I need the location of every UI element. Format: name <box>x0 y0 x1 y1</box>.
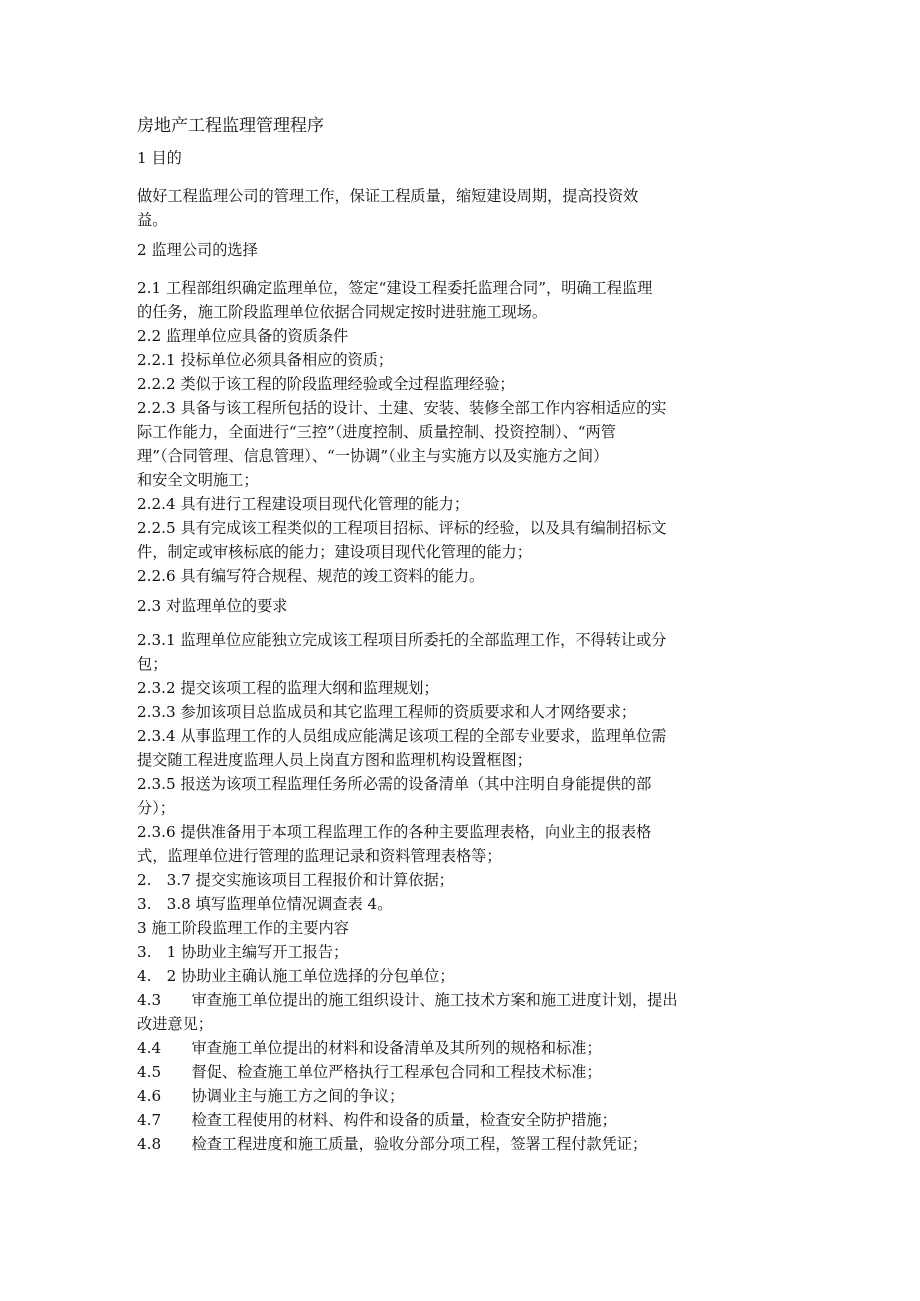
list-item: 2.3.6 提供准备用于本项工程监理工作的各种主要监理表格，向业主的报表格 <box>137 823 652 841</box>
paragraph-line: 做好工程监理公司的管理工作，保证工程质量，缩短建设周期，提高投资效 <box>137 187 639 205</box>
document-page <box>137 112 787 1156</box>
list-item: 3. 3.8 填写监理单位情况调查表 4。 <box>137 895 393 913</box>
list-item: 2.2.3 具备与该工程所包括的设计、土建、安装、装修全部工作内容相适应的实 <box>137 399 667 417</box>
list-item: 2.2.1 投标单位必须具备相应的资质； <box>137 351 394 369</box>
paragraph-line: 的任务，施工阶段监理单位依据合同规定按时进驻施工现场。 <box>137 303 548 321</box>
list-item: 提交随工程进度监理人员上岗直方图和监理机构设置框图； <box>137 751 532 769</box>
list-item: 4.5 督促、检查施工单位严格执行工程承包合同和工程技术标准； <box>137 1063 602 1081</box>
section-heading: 3 施工阶段监理工作的主要内容 <box>137 919 349 937</box>
list-item: 理”（合同管理、信息管理）、“一协调”（业主与实施方以及实施方之间） <box>137 447 609 465</box>
section-heading: 1 目的 <box>137 149 182 167</box>
list-item: 2.3.5 报送为该项工程监理任务所必需的设备清单（其中注明自身能提供的部 <box>137 775 652 793</box>
list-item: 4.4 审查施工单位提出的材料和设备清单及其所列的规格和标准； <box>137 1039 602 1057</box>
paragraph-line: 益。 <box>137 211 168 229</box>
document-title: 房地产工程监理管理程序 <box>137 116 324 136</box>
list-item: 分）； <box>137 799 175 817</box>
list-item: 2.2.4 具有进行工程建设项目现代化管理的能力； <box>137 495 470 513</box>
list-item: 2. 3.7 提交实施该项目工程报价和计算依据； <box>137 871 454 889</box>
list-item: 改进意见； <box>137 1015 213 1033</box>
list-item: 和安全文明施工； <box>137 471 259 489</box>
subsection-heading: 2.3 对监理单位的要求 <box>137 597 288 615</box>
section-heading: 2 监理公司的选择 <box>137 241 258 259</box>
list-item: 2.2.5 具有完成该工程类似的工程项目招标、评标的经验，以及具有编制招标文 <box>137 519 667 537</box>
list-item: 2.3.3 参加该项目总监成员和其它监理工程师的资质要求和人才网络要求； <box>137 703 637 721</box>
subsection-heading: 2.2 监理单位应具备的资质条件 <box>137 327 349 345</box>
list-item: 4.8 检查工程进度和施工质量，验收分部分项工程，签署工程付款凭证； <box>137 1135 648 1153</box>
list-item: 4. 2 协助业主确认施工单位选择的分包单位； <box>137 967 455 985</box>
list-item: 式，监理单位进行管理的监理记录和资料管理表格等； <box>137 847 502 865</box>
list-item: 2.3.1 监理单位应能独立完成该工程项目所委托的全部监理工作，不得转让或分 <box>137 631 667 649</box>
list-item: 包； <box>137 655 168 673</box>
list-item: 4.6 协调业主与施工方之间的争议； <box>137 1087 405 1105</box>
list-item: 2.3.2 提交该项工程的监理大纲和监理规划； <box>137 679 439 697</box>
list-item: 4.3 审查施工单位提出的施工组织设计、施工技术方案和施工进度计划，提出 <box>137 991 678 1009</box>
list-item: 2.2.6 具有编写符合规程、规范的竣工资料的能力。 <box>137 567 485 585</box>
list-item: 际工作能力，全面进行“三控”（进度控制、质量控制、投资控制）、“两管 <box>137 423 616 441</box>
list-item: 件，制定或审核标底的能力；建设项目现代化管理的能力； <box>137 543 532 561</box>
list-item: 2.2.2 类似于该工程的阶段监理经验或全过程监理经验； <box>137 375 515 393</box>
list-item: 3. 1 协助业主编写开工报告； <box>137 943 349 961</box>
list-item: 4.7 检查工程使用的材料、构件和设备的质量，检查安全防护措施； <box>137 1111 617 1129</box>
list-item: 2.3.4 从事监理工作的人员组成应能满足该项工程的全部专业要求，监理单位需 <box>137 727 667 745</box>
paragraph-line: 2.1 工程部组织确定监理单位，签定“建设工程委托监理合同”，明确工程监理 <box>137 279 653 297</box>
